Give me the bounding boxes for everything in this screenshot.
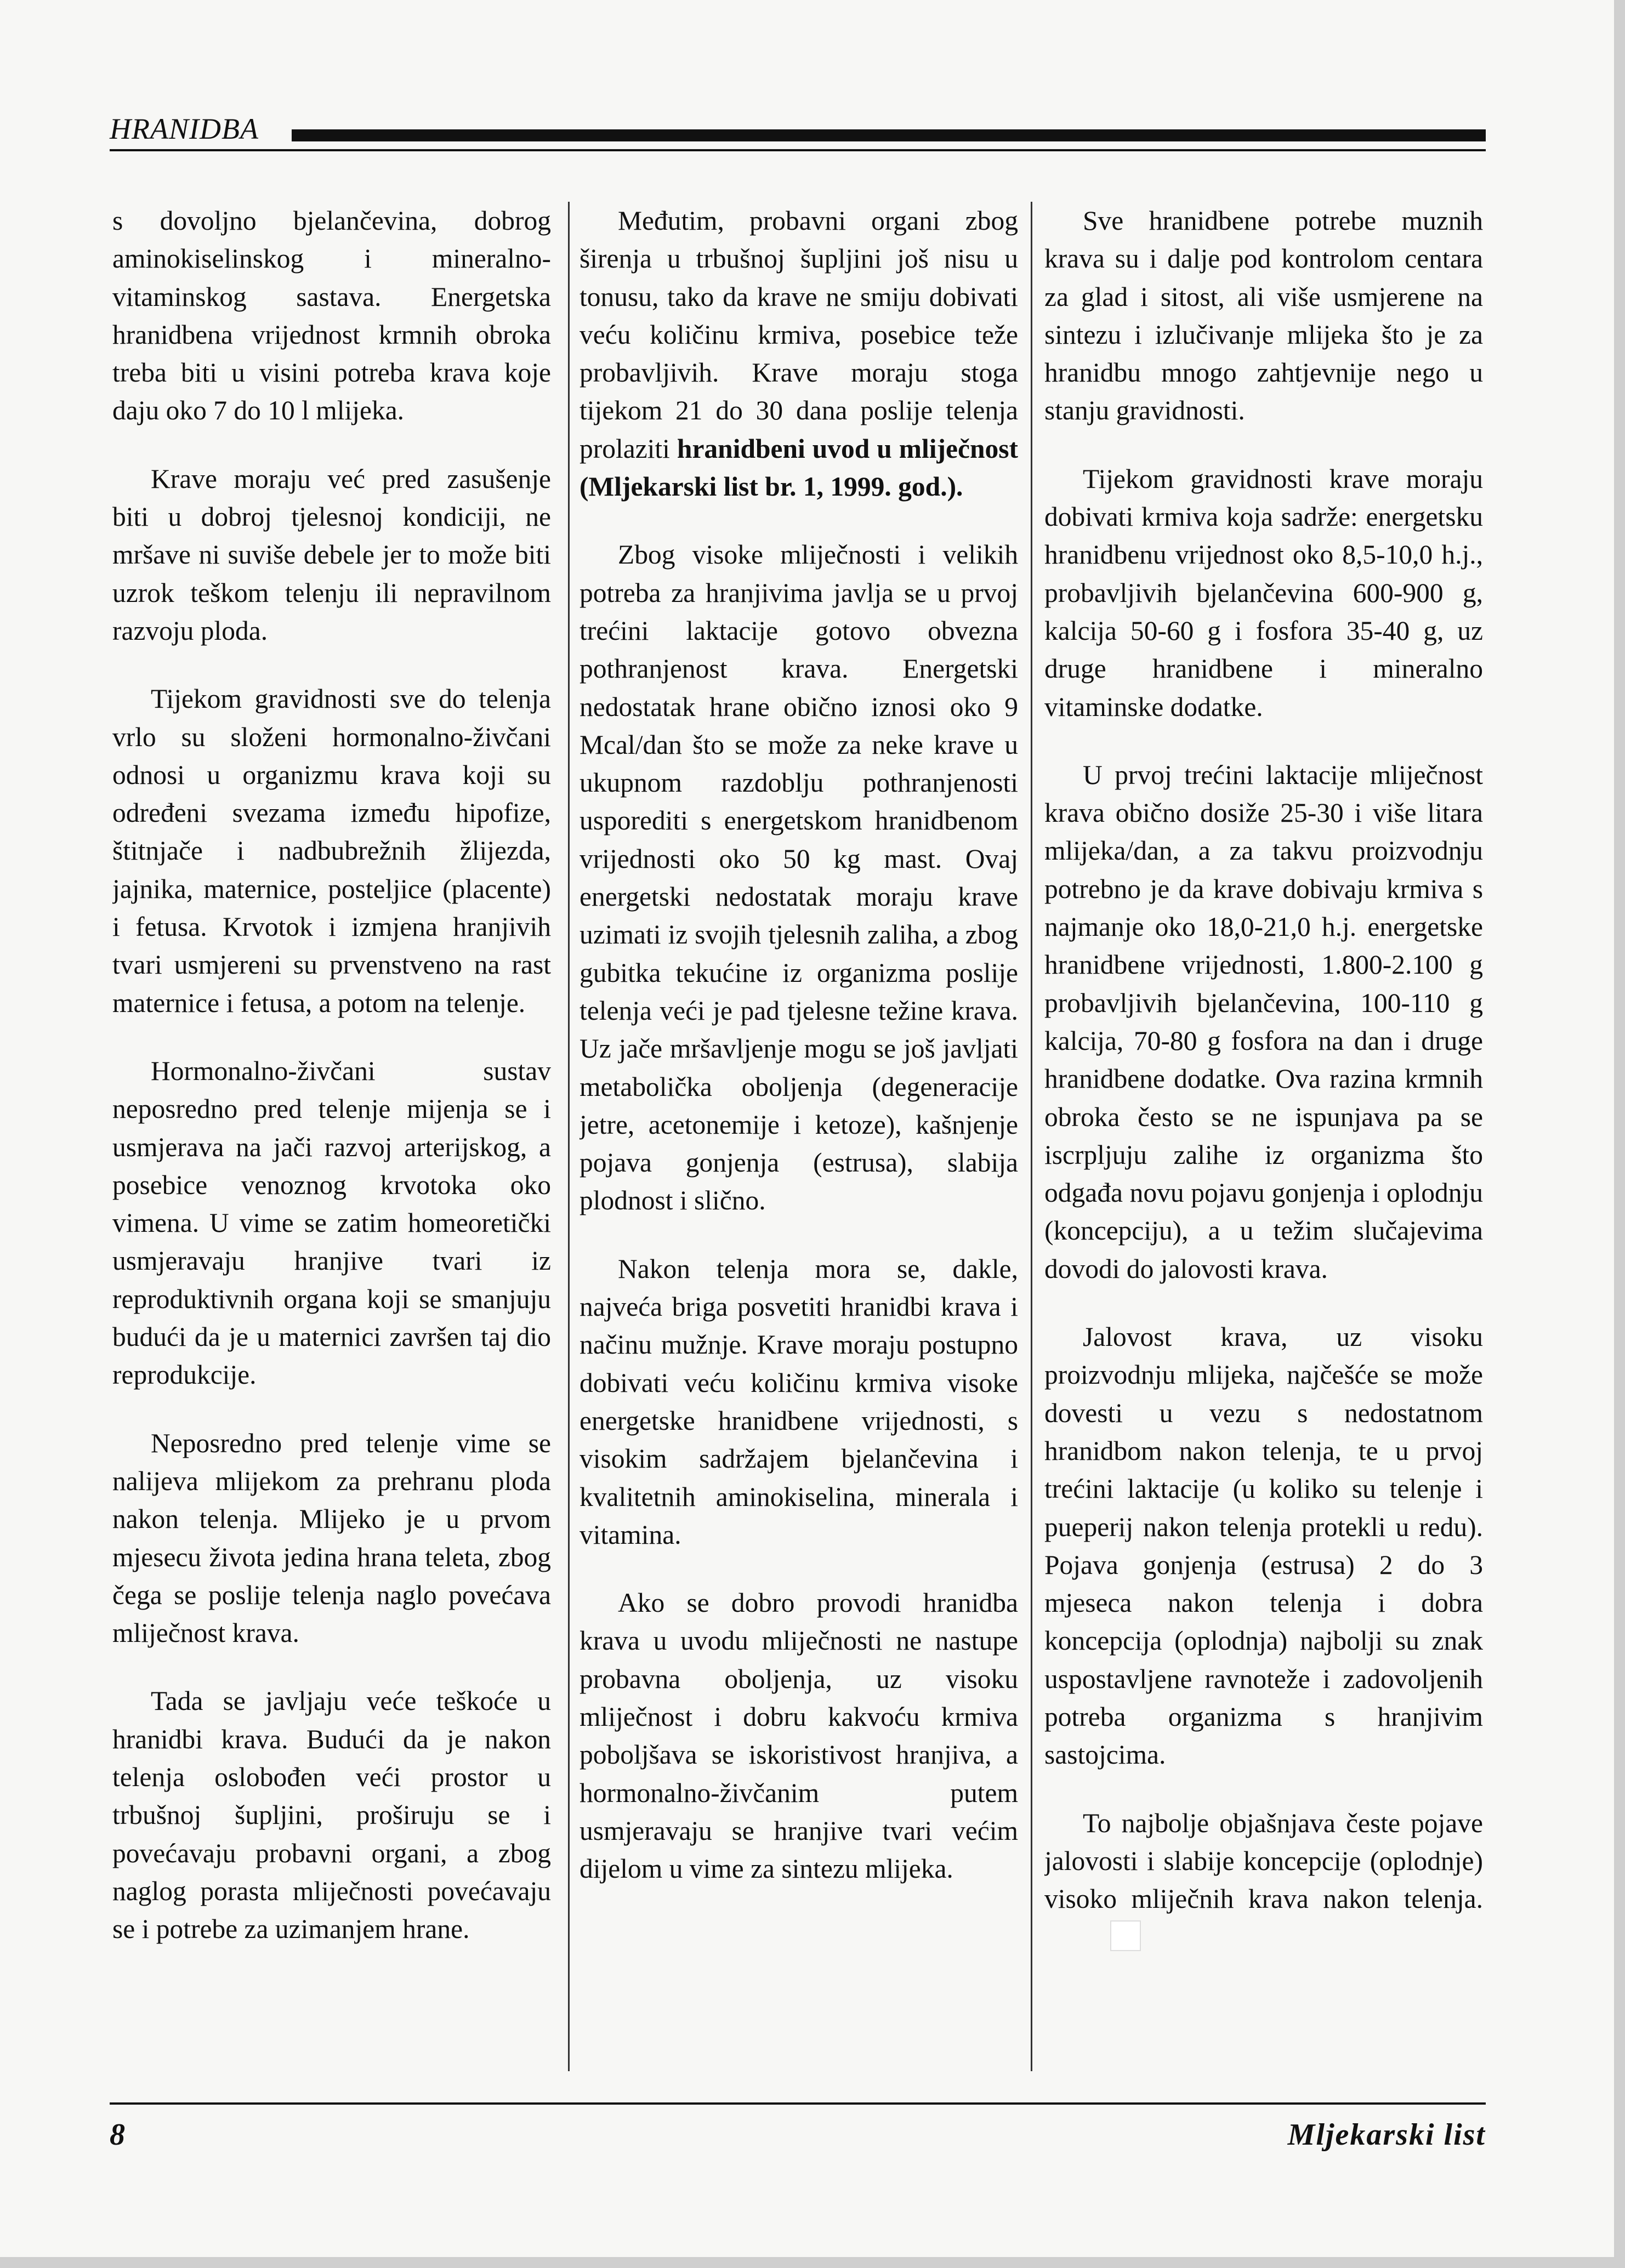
text-column-2 xyxy=(579,202,1018,2071)
paragraph: Tijekom gravidnosti sve do telenja vrlo su složeni hormonalno-živčani odnosi u organizmu krava koji su određeni svezama između hipofize, štitnjače i nadbubrežnih žlijezda, jajnika, maternice, posteljice (placente) i fetusa. Krvotok i izmjena hranjivih tvari usmjereni su prvenstveno na rast maternice i fetusa, a potom na telenje. xyxy=(112,684,551,1018)
paragraph: Neposredno pred telenje vime se nalijeva mlijekom za prehranu ploda nakon telenja. Mlijeko je u prvom mjesecu života jedina hrana teleta, zbog čega se poslije telenja naglo povećava mliječnost krava. xyxy=(112,1428,551,1649)
paragraph xyxy=(579,202,1018,505)
column-divider xyxy=(568,202,570,2071)
text-column-3 xyxy=(1044,202,1483,2071)
paragraph: Tada se javljaju veće teškoće u hranidbi krava. Budući da je nakon telenja oslobođen veći prostor u trbušnoj šupljini, proširuju se i povećavaju probavni organi, a zbog naglog porasta mliječnosti povećavaju se i potrebe za uzimanjem hrane. xyxy=(112,1686,551,1945)
paragraph: Jalovost krava, uz visoku proizvodnju mlijeka, najčešće se može dovesti u vezu s nedostatnom hranidbom nakon telenja, te u prvoj trećini laktacije (u koliko su telenje i pueperij nakon telenja protekli u redu). Pojava gonjenja (estrusa) 2 do 3 mjeseca nakon telenja i dobra koncepcija (oplodnja) najbolji su znak uspostavljene ravnoteže i zadovoljenih potreba organizma s hranjivim sastojcima. xyxy=(1044,1322,1483,1770)
bold-reference: hranidbeni uvod u mliječnost (Mljekarski list br. 1, 1999. god.). xyxy=(579,433,1018,502)
paragraph: Zbog visoke mliječnosti i velikih potreba za hranjivima javlja se u prvoj trećini laktacije gotovo obvezna pothranjenost krava. Energetski nedostatak hrane obično iznosi oko 9 Mcal/dan što se može za neke krave u ukupnom razdoblju pothranjenosti usporediti s energetskom hranidbenom vrijednosti oko 50 kg mast. Ovaj energetski nedostatak moraju krave uzimati iz svojih tjelesnih zaliha, a zbog gubitka tekućine iz organizma poslije telenja veći je pad tjelesne težine krava. Uz jače mršavljenje mogu se još javljati metabolička oboljenja (degeneracije jetre, acetonemije i ketoze), kašnjenje pojava gonjenja (estrusa), slabija plodnost i slično. xyxy=(579,539,1018,1216)
paragraph-text: Međutim, probavni organi zbog širenja u trbušnoj šupljini još nisu u tonusu, tako da krave ne smiju dobivati veću količinu krmiva, posebice teže probavljivih. Krave moraju stoga tijekom 21 do 30 dana poslije telenja prolaziti xyxy=(579,206,1018,464)
section-title: HRANIDBA xyxy=(110,112,259,145)
header-rule xyxy=(110,149,1486,151)
paragraph: Tijekom gravidnosti krave moraju dobivati krmiva koja sadrže: energetsku hranidbenu vrijednost oko 8,5-10,0 h.j., probavljivih bjelančevina 600-900 g, kalcija 50-60 g i fosfora 35-40 g, uz druge hranidbene i mineralno vitaminske dodatke. xyxy=(1044,463,1483,722)
header-bar xyxy=(292,129,1486,141)
footer-rule xyxy=(110,2102,1486,2105)
paragraph xyxy=(1044,1804,1483,1956)
end-of-article-icon xyxy=(1110,1920,1141,1951)
page-number: 8 xyxy=(110,2118,125,2152)
paragraph-text: To najbolje objašnjava česte pojave jalovosti i slabije koncepcije (oplodnje) visoko mliječnih krava nakon telenja. xyxy=(1044,1807,1483,1914)
text-column-1 xyxy=(112,202,551,2071)
paragraph: U prvoj trećini laktacije mliječnost krava obično dosiže 25-30 i više litara mlijeka/dan, a za takvu proizvodnju potrebno je da krave dobivaju krmiva s najmanje oko 18,0-21,0 h.j. energetske hranidbene vrijednosti, 1.800-2.100 g probavljivih bjelančevina, 100-110 g kalcija, 70-80 g fosfora na dan i druge hranidbene dodatke. Ova razina krmnih obroka često se ne ispunjava pa se iscrpljuju zalihe iz organizma što odgađa novu pojavu gonjenja i oplodnju (koncepciju), a u težim slučajevima dovodi do jalovosti krava. xyxy=(1044,759,1483,1284)
paragraph: s dovoljno bjelančevina, dobrog aminokiselinskog i mineralno-vitaminskog sastava. Energetska hranidbena vrijednost krmnih obroka treba biti u visini potreba krava koje daju oko 7 do 10 l mlijeka. xyxy=(112,206,551,426)
page-header xyxy=(110,110,1486,154)
paragraph: Nakon telenja mora se, dakle, najveća briga posvetiti hranidbi krava i načinu mužnje. Krave moraju postupno dobivati veću količinu krmiva visoke energetske hranidbene vrijednosti, s visokim sadržajem bjelančevina i kvalitetnih aminokiselina, minerala i vitamina. xyxy=(579,1253,1018,1550)
paragraph: Sve hranidbene potrebe muznih krava su i dalje pod kontrolom centara za glad i sitost, ali više usmjerene na sintezu i izlučivanje mlijeka što je za hranidbu mnogo zahtjevnije nego u stanju gravidnosti. xyxy=(1044,206,1483,426)
paragraph: Krave moraju već pred zasušenje biti u dobroj tjelesnoj kondiciji, ne mršave ni suviše debele jer to može biti uzrok teškom telenju ili nepravilnom razvoju ploda. xyxy=(112,463,551,646)
journal-name: Mljekarski list xyxy=(1287,2118,1486,2152)
paragraph: Hormonalno-živčani sustav neposredno pred telenje mijenja se i usmjerava na jači razvoj arterijskog, a posebice venoznog krvotoka oko vimena. U vime se zatim homeoretički usmjeravaju hranjive tvari iz reproduktivnih organa koji se smanjuju budući da je u maternici završen taj dio reprodukcije. xyxy=(112,1055,551,1390)
paragraph: Ako se dobro provodi hranidba krava u uvodu mliječnosti ne nastupe probavna oboljenja, uz visoku mliječnost i dobru kakvoću krmiva poboljšava se iskoristivost hranjiva, a hormonalno-živčanim putem usmjeravaju se hranjive tvari većim dijelom u vime za sintezu mlijeka. xyxy=(579,1588,1018,1884)
column-divider xyxy=(1031,202,1032,2071)
